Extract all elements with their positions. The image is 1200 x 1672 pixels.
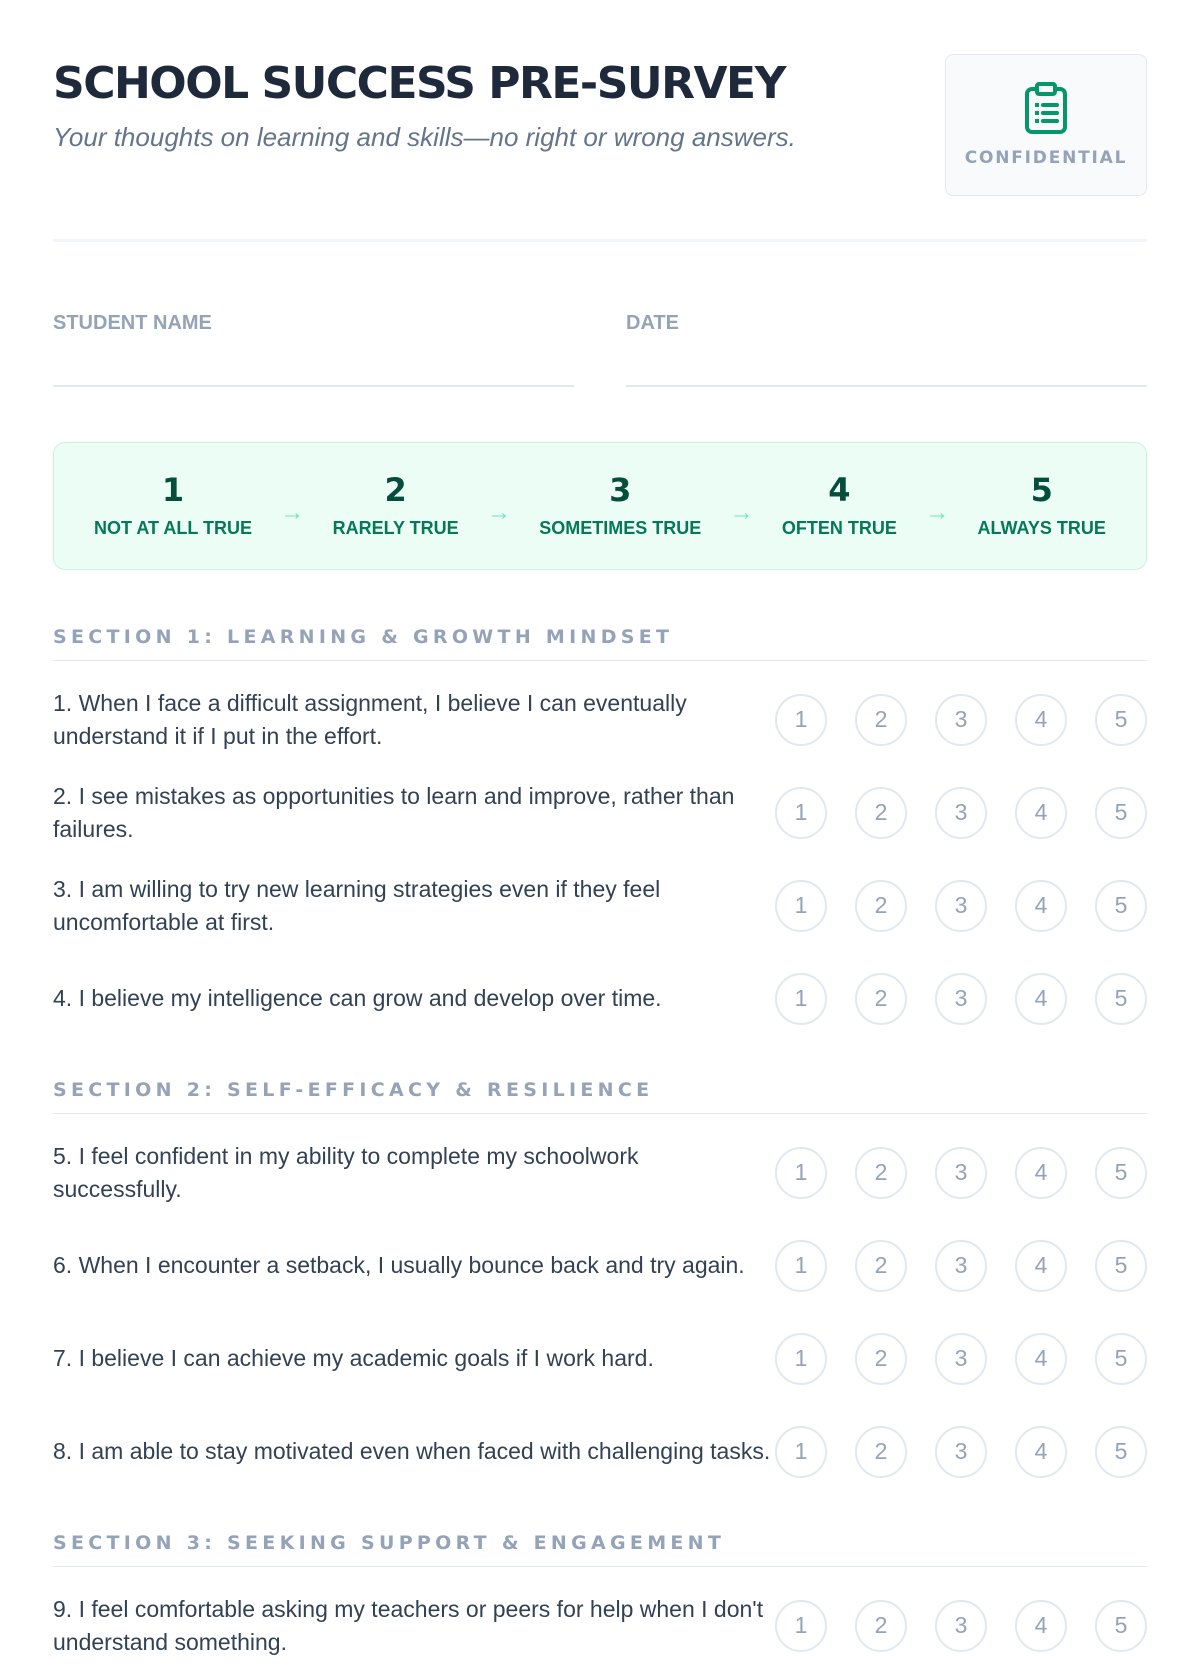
rating-option-1[interactable]: 1	[775, 787, 827, 839]
rating-option-5[interactable]: 5	[1095, 1333, 1147, 1385]
rating-options	[775, 694, 1147, 746]
rating-option-1[interactable]: 1	[775, 1240, 827, 1292]
rating-option-4[interactable]: 4	[1015, 1333, 1067, 1385]
arrow-right-icon: →	[729, 499, 754, 526]
rating-option-5[interactable]: 5	[1095, 973, 1147, 1025]
rating-option-3[interactable]: 3	[935, 1240, 987, 1292]
section-title: SECTION 2: SELF-EFFICACY & RESILIENCE	[53, 1079, 1147, 1114]
question-text: 4. I believe my intelligence can grow and develop over time.	[53, 985, 662, 1011]
rating-option-5[interactable]: 5	[1095, 1600, 1147, 1652]
question-text: 3. I am willing to try new learning strategies even if they feel uncomfortable at first.	[53, 875, 661, 935]
page-subtitle: Your thoughts on learning and skills—no right or wrong answers.	[53, 122, 796, 152]
rating-option-1[interactable]: 1	[775, 1147, 827, 1199]
question-row	[53, 1312, 1147, 1405]
header-divider	[53, 239, 1147, 242]
question-row	[53, 766, 1147, 859]
rating-option-2[interactable]: 2	[855, 1147, 907, 1199]
student-fields	[53, 312, 1147, 387]
rating-option-3[interactable]: 3	[935, 1333, 987, 1385]
rating-option-2[interactable]: 2	[855, 1333, 907, 1385]
scale-item	[332, 470, 459, 539]
rating-options	[775, 1333, 1147, 1385]
page-title: SCHOOL SUCCESS PRE-SURVEY	[53, 58, 785, 109]
rating-option-4[interactable]: 4	[1015, 787, 1067, 839]
scale-label: RARELY TRUE	[332, 517, 459, 538]
rating-option-1[interactable]: 1	[775, 973, 827, 1025]
scale-item	[94, 470, 252, 539]
badge-label: CONFIDENTIAL	[964, 148, 1128, 168]
section-title: SECTION 1: LEARNING & GROWTH MINDSET	[53, 626, 1147, 661]
rating-options	[775, 1426, 1147, 1478]
rating-option-4[interactable]: 4	[1015, 1240, 1067, 1292]
scale-item	[539, 470, 702, 539]
question-text: 5. I feel confident in my ability to complete my schoolwork successfully.	[53, 1142, 639, 1202]
rating-option-5[interactable]: 5	[1095, 1147, 1147, 1199]
question-row	[53, 1579, 1147, 1672]
rating-option-3[interactable]: 3	[935, 1600, 987, 1652]
question-row	[53, 1219, 1147, 1312]
scale-item	[781, 470, 897, 539]
scale-item	[977, 470, 1106, 539]
rating-option-2[interactable]: 2	[855, 787, 907, 839]
rating-option-1[interactable]: 1	[775, 1600, 827, 1652]
question-text: 9. I feel comfortable asking my teachers or peers for help when I don't understand something.	[53, 1595, 764, 1655]
arrow-right-icon: →	[486, 499, 511, 526]
rating-option-4[interactable]: 4	[1015, 973, 1067, 1025]
rating-option-1[interactable]: 1	[775, 880, 827, 932]
rating-option-2[interactable]: 2	[855, 694, 907, 746]
arrow-right-icon: →	[280, 499, 305, 526]
scale-number: 5	[1030, 470, 1053, 509]
rating-options	[775, 973, 1147, 1025]
arrow-right-icon: →	[925, 499, 950, 526]
rating-option-4[interactable]: 4	[1015, 694, 1067, 746]
rating-option-5[interactable]: 5	[1095, 694, 1147, 746]
confidential-badge	[945, 54, 1147, 196]
rating-option-3[interactable]: 3	[935, 694, 987, 746]
rating-option-4[interactable]: 4	[1015, 1600, 1067, 1652]
question-row	[53, 1126, 1147, 1219]
date-line[interactable]	[626, 385, 1147, 387]
scale-number: 3	[609, 470, 632, 509]
rating-option-2[interactable]: 2	[855, 1426, 907, 1478]
rating-options	[775, 1600, 1147, 1652]
rating-options	[775, 787, 1147, 839]
rating-option-3[interactable]: 3	[935, 973, 987, 1025]
question-text: 2. I see mistakes as opportunities to learn and improve, rather than failures.	[53, 782, 735, 842]
rating-option-4[interactable]: 4	[1015, 880, 1067, 932]
scale-label: ALWAYS TRUE	[977, 517, 1106, 538]
date-field[interactable]	[626, 312, 1147, 387]
question-row	[53, 673, 1147, 766]
question-row	[53, 952, 1147, 1045]
rating-option-4[interactable]: 4	[1015, 1147, 1067, 1199]
header	[53, 54, 1147, 196]
rating-options	[775, 880, 1147, 932]
scale-number: 2	[384, 470, 407, 509]
rating-option-3[interactable]: 3	[935, 880, 987, 932]
rating-option-4[interactable]: 4	[1015, 1426, 1067, 1478]
rating-option-2[interactable]: 2	[855, 1600, 907, 1652]
rating-scale-legend	[53, 442, 1147, 570]
question-text: 1. When I face a difficult assignment, I believe I can eventually understand it if I put in the effort.	[53, 689, 687, 749]
rating-options	[775, 1240, 1147, 1292]
rating-option-3[interactable]: 3	[935, 787, 987, 839]
rating-option-5[interactable]: 5	[1095, 787, 1147, 839]
rating-option-3[interactable]: 3	[935, 1147, 987, 1199]
rating-option-2[interactable]: 2	[855, 973, 907, 1025]
scale-number: 4	[828, 470, 851, 509]
title-block	[53, 54, 796, 153]
rating-option-5[interactable]: 5	[1095, 1426, 1147, 1478]
scale-label: NOT AT ALL TRUE	[94, 517, 252, 538]
date-label: DATE	[626, 312, 679, 334]
clipboard-list-icon	[1024, 82, 1068, 134]
question-text: 7. I believe I can achieve my academic goals if I work hard.	[53, 1345, 654, 1371]
rating-option-1[interactable]: 1	[775, 1333, 827, 1385]
student-name-line[interactable]	[53, 385, 574, 387]
rating-option-1[interactable]: 1	[775, 1426, 827, 1478]
scale-label: OFTEN TRUE	[781, 517, 897, 538]
rating-option-5[interactable]: 5	[1095, 880, 1147, 932]
rating-option-5[interactable]: 5	[1095, 1240, 1147, 1292]
student-name-label: STUDENT NAME	[53, 312, 212, 334]
rating-option-2[interactable]: 2	[855, 880, 907, 932]
question-row	[53, 859, 1147, 952]
scale-number: 1	[161, 470, 185, 509]
question-text: 8. I am able to stay motivated even when faced with challenging tasks.	[53, 1438, 771, 1464]
student-name-field[interactable]	[53, 312, 574, 387]
scale-label: SOMETIMES TRUE	[539, 517, 702, 538]
rating-option-1[interactable]: 1	[775, 694, 827, 746]
question-row	[53, 1405, 1147, 1498]
section-title: SECTION 3: SEEKING SUPPORT & ENGAGEMENT	[53, 1532, 1147, 1567]
question-text: 6. When I encounter a setback, I usually bounce back and try again.	[53, 1252, 745, 1278]
rating-option-2[interactable]: 2	[855, 1240, 907, 1292]
rating-option-3[interactable]: 3	[935, 1426, 987, 1478]
rating-options	[775, 1147, 1147, 1199]
